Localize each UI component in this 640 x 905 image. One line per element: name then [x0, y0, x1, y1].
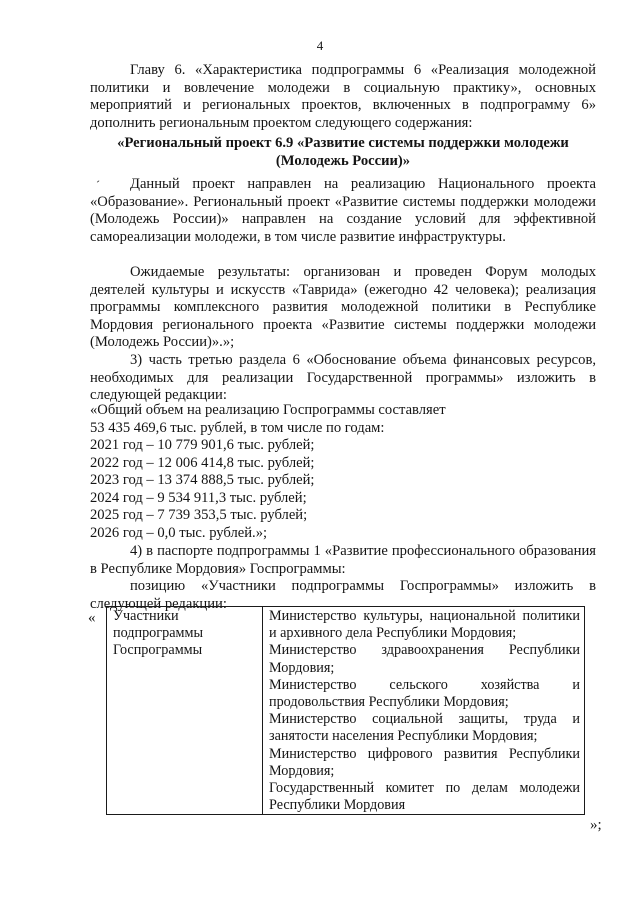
project-paragraph: Данный проект направлен на реализацию Национального проекта «Образование». Региональный проект «Развитие системы поддержки молодежи (Молодежь России)» направлен на создание условий для эффективной самореализации молодежи, в том числе развитие инфраструктуры.: [90, 176, 596, 245]
heading-line-2: (Молодежь России)»: [275, 153, 411, 169]
finance-year-2024: 2024 год – 9 534 911,3 тыс. рублей;: [90, 490, 307, 506]
participant-entry: Министерство здравоохранения Республики Мордовия;: [269, 642, 580, 676]
participants-table: [106, 606, 585, 815]
item-4-paragraph: 4) в паспорте подпрограммы 1 «Развитие профессионального образования в Республике Мордовия» Госпрограммы:: [90, 543, 596, 577]
margin-mark: ˊ: [96, 178, 100, 192]
participants-label-cell: Участники подпрограммы Госпрограммы: [107, 607, 263, 815]
position-paragraph: позицию «Участники подпрограммы Госпрограммы» изложить в следующей редакции:: [90, 578, 596, 612]
results-paragraph: Ожидаемые результаты: организован и проведен Форум молодых деятелей культуры и искусств «Таврида» (ежегодно 42 человека); реализация программы комплексного развития молодежной политики в Республике Мордовия регионального проекта «Развитие системы поддержки молодежи (Молодежь России)».»;: [90, 264, 596, 351]
participant-entry: Министерство социальной защиты, труда и занятости населения Республики Мордовия;: [269, 711, 580, 745]
finance-year-2023: 2023 год – 13 374 888,5 тыс. рублей;: [90, 472, 315, 488]
participant-entry: Министерство сельского хозяйства и продовольствия Республики Мордовия;: [269, 676, 580, 711]
intro-paragraph: Главу 6. «Характеристика подпрограммы 6 «Реализация молодежной политики и вовлечение молодежи в социальную практику», основных мероприятий и региональных проектов, включенных в подпрограмму 6» дополнить региональным проектом следующего содержания:: [90, 62, 596, 131]
table-close-quote: »;: [590, 817, 602, 833]
item-3-paragraph: 3) часть третью раздела 6 «Обоснование объема финансовых ресурсов, необходимых для реализации Государственной программы» изложить в следующей редакции:: [90, 352, 596, 404]
participants-list-cell: [263, 607, 585, 815]
finance-line-2: 53 435 469,6 тыс. рублей, в том числе по годам:: [90, 420, 385, 436]
finance-year-2022: 2022 год – 12 006 414,8 тыс. рублей;: [90, 455, 315, 471]
table-row: [107, 607, 585, 815]
finance-year-2026: 2026 год – 0,0 тыс. рублей.»;: [90, 525, 268, 541]
table-open-quote: «: [88, 610, 96, 626]
page-number: 4: [316, 38, 324, 53]
heading-line-1: «Региональный проект 6.9 «Развитие системы поддержки молодежи: [117, 135, 569, 151]
participant-entry: Министерство цифрового развития Республики Мордовия;: [269, 745, 580, 779]
finance-year-2025: 2025 год – 7 739 353,5 тыс. рублей;: [90, 507, 308, 523]
participant-entry: Государственный комитет по делам молодежи Республики Мордовия: [269, 780, 580, 814]
finance-year-2021: 2021 год – 10 779 901,6 тыс. рублей;: [90, 437, 315, 453]
participant-entry: Министерство культуры, национальной политики и архивного дела Республики Мордовия;: [269, 608, 580, 642]
finance-line-1: «Общий объем на реализацию Госпрограммы составляет: [90, 402, 446, 418]
